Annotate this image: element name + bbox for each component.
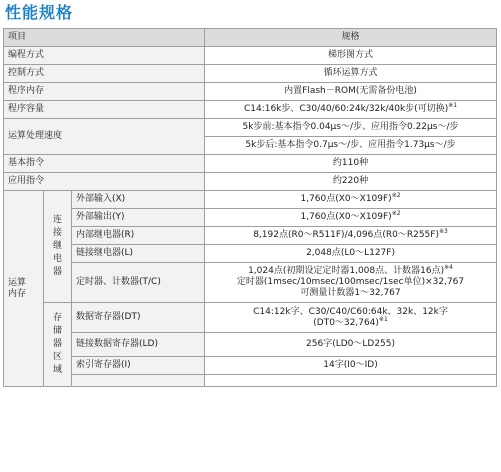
table-row [4,263,497,303]
row-value: 约220种 [205,173,497,191]
header-item: 项目 [4,29,205,47]
row-value: 梯形图方式 [205,47,497,65]
footnote-mark: ※1 [378,315,388,323]
row-value: 5k步前:基本指令0.04μs～/步、应用指令0.22μs～/步 [205,119,497,137]
table-row [4,155,497,173]
row-value [205,191,497,209]
footnote-mark: ※1 [448,102,458,109]
row-value [205,303,497,333]
row-label: 应用指令 [4,173,205,191]
table-row [4,47,497,65]
value-text: 定时器(1msec/10msec/100msec/1sec单位)×32,767 [236,277,465,287]
table-row [4,227,497,245]
memory-label-line1: 运算 [8,277,27,288]
row-label: 链接数据寄存器(LD) [72,333,205,357]
storage-char: 器 [52,339,62,349]
row-value [205,101,497,119]
value-text: 1,760点(X0～X109F) [300,194,392,204]
value-text: (DT0～32,764) [313,317,379,328]
row-label: 编程方式 [4,47,205,65]
row-label [72,375,205,387]
row-value [205,263,497,303]
table-row [4,191,497,209]
footnote-mark: ※3 [438,228,448,235]
value-text: 1,760点(X0～X109F) [300,212,392,222]
row-label: 基本指令 [4,155,205,173]
row-label: 程序内存 [4,83,205,101]
spec-table [3,28,497,387]
table-row [4,83,497,101]
storage-group-label [44,303,72,387]
table-header-row [4,29,497,47]
row-value [205,227,497,245]
table-row [4,303,497,333]
row-label: 链接继电器(L) [72,245,205,263]
value-text: 1,024点(初期设定定时器1,008点、计数器16点) [248,266,445,276]
row-value [205,375,497,387]
header-spec: 规格 [205,29,497,47]
value-text: 8,192点(R0～R511F)/4,096点(R0～R255F) [253,230,439,240]
table-row [4,357,497,375]
value-text: 可测量计数器1～32,767 [300,288,401,298]
storage-char: 区 [52,352,62,362]
table-row-cutoff [4,375,497,387]
storage-char: 储 [52,326,62,336]
row-value: 循环运算方式 [205,65,497,83]
row-value [205,209,497,227]
value-text: C14:16k步、C30/40/60:24k/32k/40k步(可切换) [243,104,449,114]
table-row [4,245,497,263]
table-row [4,209,497,227]
row-label: 索引寄存器(I) [72,357,205,375]
memory-label-line2: 内存 [8,288,27,299]
relay-group-label [44,191,72,303]
page-title: 性能规格 [5,3,74,22]
row-value: 约110种 [205,155,497,173]
relay-char: 器 [52,267,62,277]
row-value: 2,048点(L0～L127F) [205,245,497,263]
relay-char: 电 [52,254,62,264]
row-label: 外部输入(X) [72,191,205,209]
footnote-mark: ※4 [444,264,453,271]
table-row [4,119,497,137]
row-label: 运算处理速度 [4,119,205,155]
row-label: 内部继电器(R) [72,227,205,245]
row-value: 内置Flash－ROM(无需备份电池) [205,83,497,101]
row-value: 14字(I0～ID) [205,357,497,375]
memory-group-label [4,191,44,387]
storage-char: 存 [52,313,62,323]
row-value: 5k步后:基本指令0.7μs～/步、应用指令1.73μs～/步 [205,137,497,155]
row-label: 外部输出(Y) [72,209,205,227]
row-label: 定时器、计数器(T/C) [72,263,205,303]
value-text: C14:12k字、C30/C40/C60:64k、32k、12k字 [253,306,448,317]
row-value: 256字(LD0～LD255) [205,333,497,357]
relay-char: 连 [52,215,62,225]
footnote-mark: ※2 [391,210,401,217]
storage-char: 域 [52,365,62,375]
row-label: 程序容量 [4,101,205,119]
footnote-mark: ※2 [391,192,401,199]
row-label: 数据寄存器(DT) [72,303,205,333]
table-row [4,101,497,119]
table-row [4,65,497,83]
row-label: 控制方式 [4,65,205,83]
relay-char: 接 [52,228,62,238]
table-row [4,173,497,191]
table-row [4,333,497,357]
relay-char: 继 [52,241,62,251]
